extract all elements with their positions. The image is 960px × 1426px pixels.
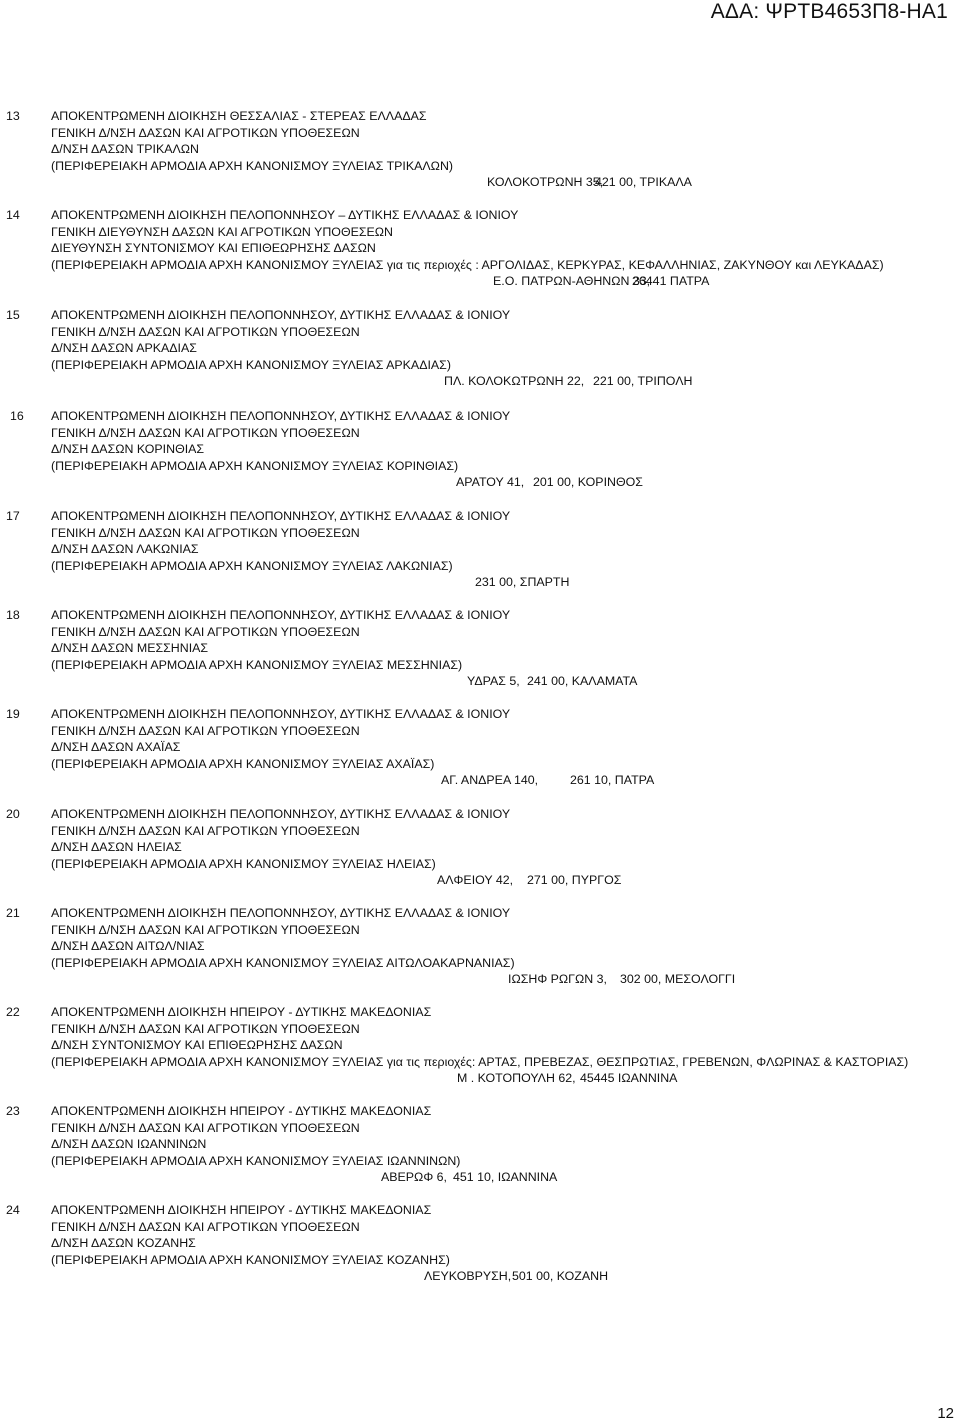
page-number: 12 [937, 1405, 954, 1422]
entry-14 [0, 207, 960, 303]
entry-line: ΓΕΝΙΚΗ Δ/ΝΣΗ ΔΑΣΩΝ ΚΑΙ ΑΓΡΟΤΙΚΩΝ ΥΠΟΘΕΣΕΩΝ [51, 823, 360, 838]
entry-lines [51, 108, 453, 174]
ada-code: ΑΔΑ: ΨΡΤΒ4653Π8-ΗΑ1 [710, 0, 948, 23]
entry-lines [51, 1004, 908, 1070]
entry-number: 24 [6, 1203, 20, 1217]
entry-number: 19 [6, 707, 20, 721]
entry-line: ΑΠΟΚΕΝΤΡΩΜΕΝΗ ΔΙΟΙΚΗΣΗ ΗΠΕΙΡΟΥ - ΔΥΤΙΚΗΣ ΜΑΚΕΔΟΝΙΑΣ [51, 1104, 432, 1118]
street-address: ΚΟΛΟΚΟΤΡΩΝΗ 35, [487, 175, 604, 189]
entry-line: ΑΠΟΚΕΝΤΡΩΜΕΝΗ ΔΙΟΙΚΗΣΗ ΠΕΛΟΠΟΝΝΗΣΟΥ, ΔΥΤΙΚΗΣ ΕΛΛΑΔΑΣ & ΙΟΝΙΟΥ [51, 707, 511, 721]
entry-17 [0, 508, 960, 604]
entry-line: (ΠΕΡΙΦΕΡΕΙΑΚΗ ΑΡΜΟΔΙΑ ΑΡΧΗ ΚΑΝΟΝΙΣΜΟΥ ΞΥΛΕΙΑΣ ΜΕΣΣΗΝΙΑΣ) [51, 657, 463, 672]
entry-number: 18 [6, 608, 20, 622]
entry-lines [51, 706, 510, 772]
entry-line: (ΠΕΡΙΦΕΡΕΙΑΚΗ ΑΡΜΟΔΙΑ ΑΡΧΗ ΚΑΝΟΝΙΣΜΟΥ ΞΥΛΕΙΑΣ ΑΡΚΑΔΙΑΣ) [51, 357, 451, 372]
entry-line: ΓΕΝΙΚΗ Δ/ΝΣΗ ΔΑΣΩΝ ΚΑΙ ΑΓΡΟΤΙΚΩΝ ΥΠΟΘΕΣΕΩΝ [51, 1120, 360, 1135]
entry-20 [0, 806, 960, 902]
entry-line: ΓΕΝΙΚΗ Δ/ΝΣΗ ΔΑΣΩΝ ΚΑΙ ΑΓΡΟΤΙΚΩΝ ΥΠΟΘΕΣΕΩΝ [51, 324, 360, 339]
entry-19 [0, 706, 960, 802]
postal-city: 45445 ΙΩΑΝΝΙΝΑ [580, 1071, 678, 1085]
entry-18 [0, 607, 960, 703]
postal-city: 26441 ΠΑΤΡΑ [632, 274, 710, 288]
entry-line: ΓΕΝΙΚΗ Δ/ΝΣΗ ΔΑΣΩΝ ΚΑΙ ΑΓΡΟΤΙΚΩΝ ΥΠΟΘΕΣΕΩΝ [51, 525, 360, 540]
entry-line: ΓΕΝΙΚΗ ΔΙΕΥΘΥΝΣΗ ΔΑΣΩΝ ΚΑΙ ΑΓΡΟΤΙΚΩΝ ΥΠΟΘΕΣΕΩΝ [51, 224, 393, 239]
postal-city: 451 10, ΙΩΑΝΝΙΝΑ [453, 1170, 558, 1184]
entry-line: (ΠΕΡΙΦΕΡΕΙΑΚΗ ΑΡΜΟΔΙΑ ΑΡΧΗ ΚΑΝΟΝΙΣΜΟΥ ΞΥΛΕΙΑΣ ΑΧΑΪΑΣ) [51, 756, 435, 771]
entry-lines [51, 307, 510, 373]
entry-line: ΑΠΟΚΕΝΤΡΩΜΕΝΗ ΔΙΟΙΚΗΣΗ ΠΕΛΟΠΟΝΝΗΣΟΥ, ΔΥΤΙΚΗΣ ΕΛΛΑΔΑΣ & ΙΟΝΙΟΥ [51, 608, 511, 622]
entry-lines [51, 408, 510, 474]
entry-line: (ΠΕΡΙΦΕΡΕΙΑΚΗ ΑΡΜΟΔΙΑ ΑΡΧΗ ΚΑΝΟΝΙΣΜΟΥ ΞΥΛΕΙΑΣ για τις περιοχές: ΑΡΤΑΣ, ΠΡΕΒΕΖΑΣ, ΘΕΣΠΡΩΤΙΑΣ, ΓΡΕΒΕΝΩΝ, ΦΛΩΡΙΝΑΣ & ΚΑΣΤΟΡΙΑΣ) [51, 1054, 909, 1069]
entry-line: Δ/ΝΣΗ ΔΑΣΩΝ ΚΟΡΙΝΘΙΑΣ [51, 442, 205, 456]
entry-line: ΔΙΕΥΘΥΝΣΗ ΣΥΝΤΟΝΙΣΜΟΥ ΚΑΙ ΕΠΙΘΕΩΡΗΣΗΣ ΔΑΣΩΝ [51, 241, 376, 255]
entry-line: Δ/ΝΣΗ ΔΑΣΩΝ ΑΡΚΑΔΙΑΣ [51, 341, 197, 355]
entry-13 [0, 108, 960, 204]
entry-lines [51, 508, 510, 574]
postal-city: 201 00, ΚΟΡΙΝΘΟΣ [533, 475, 643, 489]
entry-line: ΓΕΝΙΚΗ Δ/ΝΣΗ ΔΑΣΩΝ ΚΑΙ ΑΓΡΟΤΙΚΩΝ ΥΠΟΘΕΣΕΩΝ [51, 723, 360, 738]
entry-line: (ΠΕΡΙΦΕΡΕΙΑΚΗ ΑΡΜΟΔΙΑ ΑΡΧΗ ΚΑΝΟΝΙΣΜΟΥ ΞΥΛΕΙΑΣ ΙΩΑΝΝΙΝΩΝ) [51, 1153, 461, 1168]
entry-number: 21 [6, 906, 20, 920]
entry-line: ΑΠΟΚΕΝΤΡΩΜΕΝΗ ΔΙΟΙΚΗΣΗ ΠΕΛΟΠΟΝΝΗΣΟΥ, ΔΥΤΙΚΗΣ ΕΛΛΑΔΑΣ & ΙΟΝΙΟΥ [51, 308, 511, 322]
street-address: ΑΡΑΤΟΥ 41, [456, 475, 525, 489]
entry-line: (ΠΕΡΙΦΕΡΕΙΑΚΗ ΑΡΜΟΔΙΑ ΑΡΧΗ ΚΑΝΟΝΙΣΜΟΥ ΞΥΛΕΙΑΣ ΤΡΙΚΑΛΩΝ) [51, 158, 454, 173]
entry-lines [51, 905, 515, 971]
entry-lines [51, 607, 510, 673]
entry-line: (ΠΕΡΙΦΕΡΕΙΑΚΗ ΑΡΜΟΔΙΑ ΑΡΧΗ ΚΑΝΟΝΙΣΜΟΥ ΞΥΛΕΙΑΣ ΚΟΡΙΝΘΙΑΣ) [51, 458, 459, 473]
entry-21 [0, 905, 960, 1001]
entry-lines [51, 1103, 460, 1169]
entry-number: 16 [10, 409, 24, 423]
postal-city: 261 10, ΠΑΤΡΑ [570, 773, 655, 787]
entry-line: Δ/ΝΣΗ ΔΑΣΩΝ ΛΑΚΩΝΙΑΣ [51, 542, 199, 556]
street-address: ΙΩΣΗΦ ΡΩΓΩΝ 3, [508, 972, 607, 986]
entry-line: (ΠΕΡΙΦΕΡΕΙΑΚΗ ΑΡΜΟΔΙΑ ΑΡΧΗ ΚΑΝΟΝΙΣΜΟΥ ΞΥΛΕΙΑΣ ΛΑΚΩΝΙΑΣ) [51, 558, 453, 573]
postal-city: 231 00, ΣΠΑΡΤΗ [475, 575, 570, 589]
entry-lines [51, 1202, 450, 1268]
street-address: ΛΕΥΚΟΒΡΥΣΗ, [424, 1269, 512, 1283]
street-address: ΑΓ. ΑΝΔΡΕΑ 140, [441, 773, 539, 787]
entry-line: ΑΠΟΚΕΝΤΡΩΜΕΝΗ ΔΙΟΙΚΗΣΗ ΗΠΕΙΡΟΥ - ΔΥΤΙΚΗΣ ΜΑΚΕΔΟΝΙΑΣ [51, 1203, 432, 1217]
entry-line: ΓΕΝΙΚΗ Δ/ΝΣΗ ΔΑΣΩΝ ΚΑΙ ΑΓΡΟΤΙΚΩΝ ΥΠΟΘΕΣΕΩΝ [51, 425, 360, 440]
entry-24 [0, 1202, 960, 1298]
entry-number: 20 [6, 807, 20, 821]
street-address: ΠΛ. ΚΟΛΟΚΩΤΡΩΝΗ 22, [444, 374, 585, 388]
entry-line: ΑΠΟΚΕΝΤΡΩΜΕΝΗ ΔΙΟΙΚΗΣΗ ΠΕΛΟΠΟΝΝΗΣΟΥ, ΔΥΤΙΚΗΣ ΕΛΛΑΔΑΣ & ΙΟΝΙΟΥ [51, 906, 511, 920]
entry-line: ΓΕΝΙΚΗ Δ/ΝΣΗ ΔΑΣΩΝ ΚΑΙ ΑΓΡΟΤΙΚΩΝ ΥΠΟΘΕΣΕΩΝ [51, 1219, 360, 1234]
entry-line: Δ/ΝΣΗ ΔΑΣΩΝ ΗΛΕΙΑΣ [51, 840, 182, 854]
entry-lines [51, 806, 510, 872]
entry-number: 17 [6, 509, 20, 523]
entry-15 [0, 307, 960, 403]
entry-line: ΓΕΝΙΚΗ Δ/ΝΣΗ ΔΑΣΩΝ ΚΑΙ ΑΓΡΟΤΙΚΩΝ ΥΠΟΘΕΣΕΩΝ [51, 922, 360, 937]
entry-number: 22 [6, 1005, 20, 1019]
street-address: ΑΒΕΡΩΦ 6, [381, 1170, 447, 1184]
entry-line: (ΠΕΡΙΦΕΡΕΙΑΚΗ ΑΡΜΟΔΙΑ ΑΡΧΗ ΚΑΝΟΝΙΣΜΟΥ ΞΥΛΕΙΑΣ ΗΛΕΙΑΣ) [51, 856, 436, 871]
entry-number: 14 [6, 208, 20, 222]
entry-line: Δ/ΝΣΗ ΔΑΣΩΝ ΚΟΖΑΝΗΣ [51, 1236, 196, 1250]
postal-city: 241 00, ΚΑΛΑΜΑΤΑ [527, 674, 638, 688]
postal-city: 271 00, ΠΥΡΓΟΣ [527, 873, 622, 887]
postal-city: 421 00, ΤΡΙΚΑΛΑ [595, 175, 692, 189]
entry-line: ΑΠΟΚΕΝΤΡΩΜΕΝΗ ΔΙΟΙΚΗΣΗ ΠΕΛΟΠΟΝΝΗΣΟΥ – ΔΥΤΙΚΗΣ ΕΛΛΑΔΑΣ & ΙΟΝΙΟΥ [51, 208, 519, 222]
entry-lines [51, 207, 884, 273]
entry-line: Δ/ΝΣΗ ΣΥΝΤΟΝΙΣΜΟΥ ΚΑΙ ΕΠΙΘΕΩΡΗΣΗΣ ΔΑΣΩΝ [51, 1038, 343, 1052]
street-address: Ε.Ο. ΠΑΤΡΩΝ-ΑΘΗΝΩΝ 33, [493, 274, 651, 288]
entry-number: 23 [6, 1104, 20, 1118]
entry-line: ΑΠΟΚΕΝΤΡΩΜΕΝΗ ΔΙΟΙΚΗΣΗ ΠΕΛΟΠΟΝΝΗΣΟΥ, ΔΥΤΙΚΗΣ ΕΛΛΑΔΑΣ & ΙΟΝΙΟΥ [51, 807, 511, 821]
entry-line: ΓΕΝΙΚΗ Δ/ΝΣΗ ΔΑΣΩΝ ΚΑΙ ΑΓΡΟΤΙΚΩΝ ΥΠΟΘΕΣΕΩΝ [51, 1021, 360, 1036]
entry-line: ΓΕΝΙΚΗ Δ/ΝΣΗ ΔΑΣΩΝ ΚΑΙ ΑΓΡΟΤΙΚΩΝ ΥΠΟΘΕΣΕΩΝ [51, 624, 360, 639]
entry-line: Δ/ΝΣΗ ΔΑΣΩΝ ΑΧΑΪΑΣ [51, 740, 181, 754]
entry-number: 13 [6, 109, 20, 123]
entry-16 [0, 408, 960, 504]
entry-line: Δ/ΝΣΗ ΔΑΣΩΝ ΜΕΣΣΗΝΙΑΣ [51, 641, 209, 655]
entry-line: (ΠΕΡΙΦΕΡΕΙΑΚΗ ΑΡΜΟΔΙΑ ΑΡΧΗ ΚΑΝΟΝΙΣΜΟΥ ΞΥΛΕΙΑΣ για τις περιοχές : ΑΡΓΟΛΙΔΑΣ, ΚΕΡΚΥΡΑΣ, ΚΕΦΑΛΛΗΝΙΑΣ, ΖΑΚΥΝΘΟΥ και ΛΕΥΚΑΔΑΣ) [51, 257, 884, 272]
entry-line: Δ/ΝΣΗ ΔΑΣΩΝ ΙΩΑΝΝΙΝΩΝ [51, 1137, 207, 1151]
entry-line: ΑΠΟΚΕΝΤΡΩΜΕΝΗ ΔΙΟΙΚΗΣΗ ΘΕΣΣΑΛΙΑΣ - ΣΤΕΡΕΑΣ ΕΛΛΑΔΑΣ [51, 109, 427, 123]
entry-line: ΑΠΟΚΕΝΤΡΩΜΕΝΗ ΔΙΟΙΚΗΣΗ ΠΕΛΟΠΟΝΝΗΣΟΥ, ΔΥΤΙΚΗΣ ΕΛΛΑΔΑΣ & ΙΟΝΙΟΥ [51, 509, 511, 523]
street-address: ΑΛΦΕΙΟΥ 42, [437, 873, 514, 887]
entry-line: Δ/ΝΣΗ ΔΑΣΩΝ ΤΡΙΚΑΛΩΝ [51, 142, 199, 156]
entry-number: 15 [6, 308, 20, 322]
entry-line: Δ/ΝΣΗ ΔΑΣΩΝ ΑΙΤΩΛ/ΝΙΑΣ [51, 939, 205, 953]
street-address: Μ . ΚΟΤΟΠΟΥΛΗ 62, [457, 1071, 576, 1085]
entry-22 [0, 1004, 960, 1100]
street-address: ΥΔΡΑΣ 5, [467, 674, 520, 688]
postal-city: 221 00, ΤΡΙΠΟΛΗ [593, 374, 693, 388]
entry-line: (ΠΕΡΙΦΕΡΕΙΑΚΗ ΑΡΜΟΔΙΑ ΑΡΧΗ ΚΑΝΟΝΙΣΜΟΥ ΞΥΛΕΙΑΣ ΑΙΤΩΛΟΑΚΑΡΝΑΝΙΑΣ) [51, 955, 515, 970]
postal-city: 501 00, ΚΟΖΑΝΗ [512, 1269, 609, 1283]
entry-line: ΑΠΟΚΕΝΤΡΩΜΕΝΗ ΔΙΟΙΚΗΣΗ ΗΠΕΙΡΟΥ - ΔΥΤΙΚΗΣ ΜΑΚΕΔΟΝΙΑΣ [51, 1005, 432, 1019]
postal-city: 302 00, ΜΕΣΟΛΟΓΓΙ [620, 972, 736, 986]
entry-line: (ΠΕΡΙΦΕΡΕΙΑΚΗ ΑΡΜΟΔΙΑ ΑΡΧΗ ΚΑΝΟΝΙΣΜΟΥ ΞΥΛΕΙΑΣ ΚΟΖΑΝΗΣ) [51, 1252, 450, 1267]
entry-line: ΓΕΝΙΚΗ Δ/ΝΣΗ ΔΑΣΩΝ ΚΑΙ ΑΓΡΟΤΙΚΩΝ ΥΠΟΘΕΣΕΩΝ [51, 125, 360, 140]
entry-line: ΑΠΟΚΕΝΤΡΩΜΕΝΗ ΔΙΟΙΚΗΣΗ ΠΕΛΟΠΟΝΝΗΣΟΥ, ΔΥΤΙΚΗΣ ΕΛΛΑΔΑΣ & ΙΟΝΙΟΥ [51, 409, 511, 423]
entry-23 [0, 1103, 960, 1199]
